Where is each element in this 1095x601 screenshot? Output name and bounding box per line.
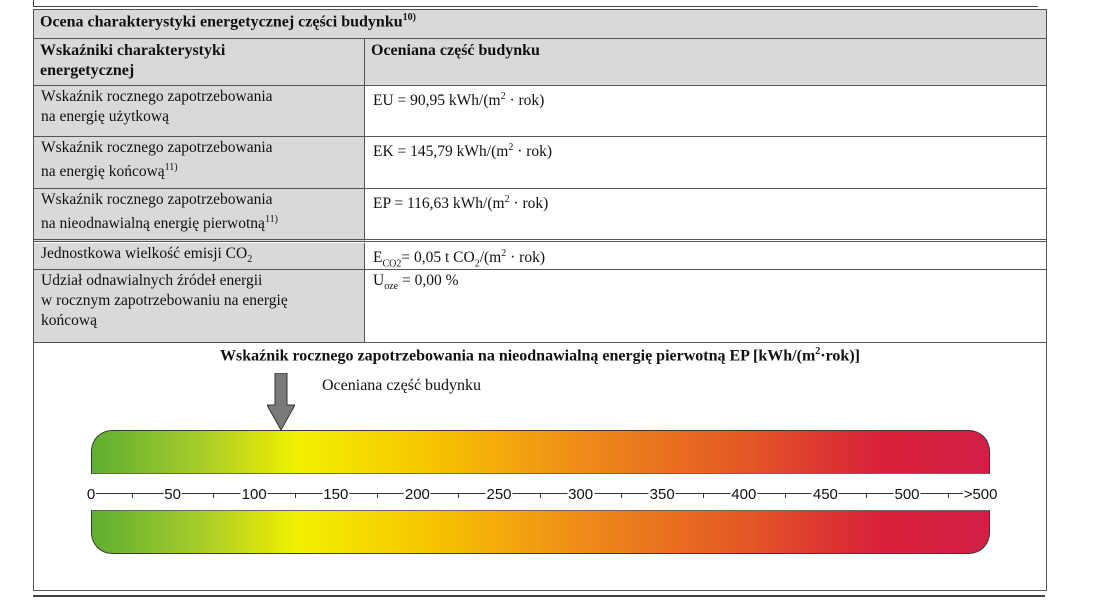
row-value-ek: EK = 145,79 kWh/$(m^2 \cdot rok)$ [365,137,1046,189]
section-title-bar [34,10,1046,39]
scale-minor-tick [295,493,296,498]
table-header-building-part: Oceniana część budynku [365,39,1046,86]
scale-tick-label: 100 [241,486,267,503]
scale-tick-label: 250 [486,486,512,503]
scale-minor-tick [948,493,949,498]
scale-tick-label: 350 [649,486,675,503]
scale-tick-label: 450 [812,486,838,503]
row-value-oze: $U_{oze} = 0,00$ % [365,270,1046,343]
row-value-co2: $E_{CO2}= 0,05$ t $CO_2/(m^2 \cdot rok)$ [365,243,1046,270]
table-header-indicators: Wskaźniki charakterystyki energetycznej [34,39,365,86]
scale-minor-tick [785,493,786,498]
scale-minor-tick [621,493,622,498]
energy-assessment-panel [33,9,1047,591]
scale-minor-tick [866,493,867,498]
scale-tick-label: 400 [731,486,757,503]
scale-minor-tick [132,493,133,498]
row-label-ek: Wskaźnik rocznego zapotrzebowania na energię końcową$^{11)}$ [34,137,365,189]
row-value-ep: EP = 116,63 kWh/$(m^2 \cdot rok)$ [365,189,1046,242]
scale-minor-tick [377,493,378,498]
scale-minor-tick [213,493,214,498]
scale-tick-label: 150 [323,486,349,503]
scale-tick-label: 50 [164,486,181,503]
scale-tick-label: 0 [86,486,96,503]
scale-minor-tick [458,493,459,498]
row-label-oze: Udział odnawialnych źródeł energii w rocznym zapotrzebowaniu na energię końcową [34,270,365,343]
down-arrow-icon [267,373,295,431]
scale-minor-tick [540,493,541,498]
row-label-eu: Wskaźnik rocznego zapotrzebowania na energię użytkową [34,86,365,137]
previous-section-border [33,0,1038,7]
scale-tick-label: 500 [894,486,920,503]
next-section-border [33,595,1045,597]
marker-label: Oceniana część budynku [322,377,482,394]
scale-tick-label: 300 [568,486,594,503]
row-label-ep: Wskaźnik rocznego zapotrzebowania na nieodnawialną energię pierwotną$^{11)}$ [34,189,365,242]
scale-minor-tick [703,493,704,498]
ep-scale-bar-bottom [91,510,990,554]
scale-tick-label: 200 [404,486,430,503]
section-title: Ocena charakterystyki energetycznej części budynku$^{10)}$ [40,12,416,31]
row-label-co2: Jednostkowa wielkość emisji $CO_2$ [34,243,365,270]
ep-scale-bar-top [91,430,990,474]
ep-scale-title: Wskaźnik rocznego zapotrzebowania na nieodnawialną energię pierwotną EP $[kWh/(m^2\cdot rok)]$ [220,346,860,365]
row-value-eu: EU = 90,95 kWh/$(m^2 \cdot rok)$ [365,86,1046,137]
scale-tick-label: >500 [963,486,998,503]
